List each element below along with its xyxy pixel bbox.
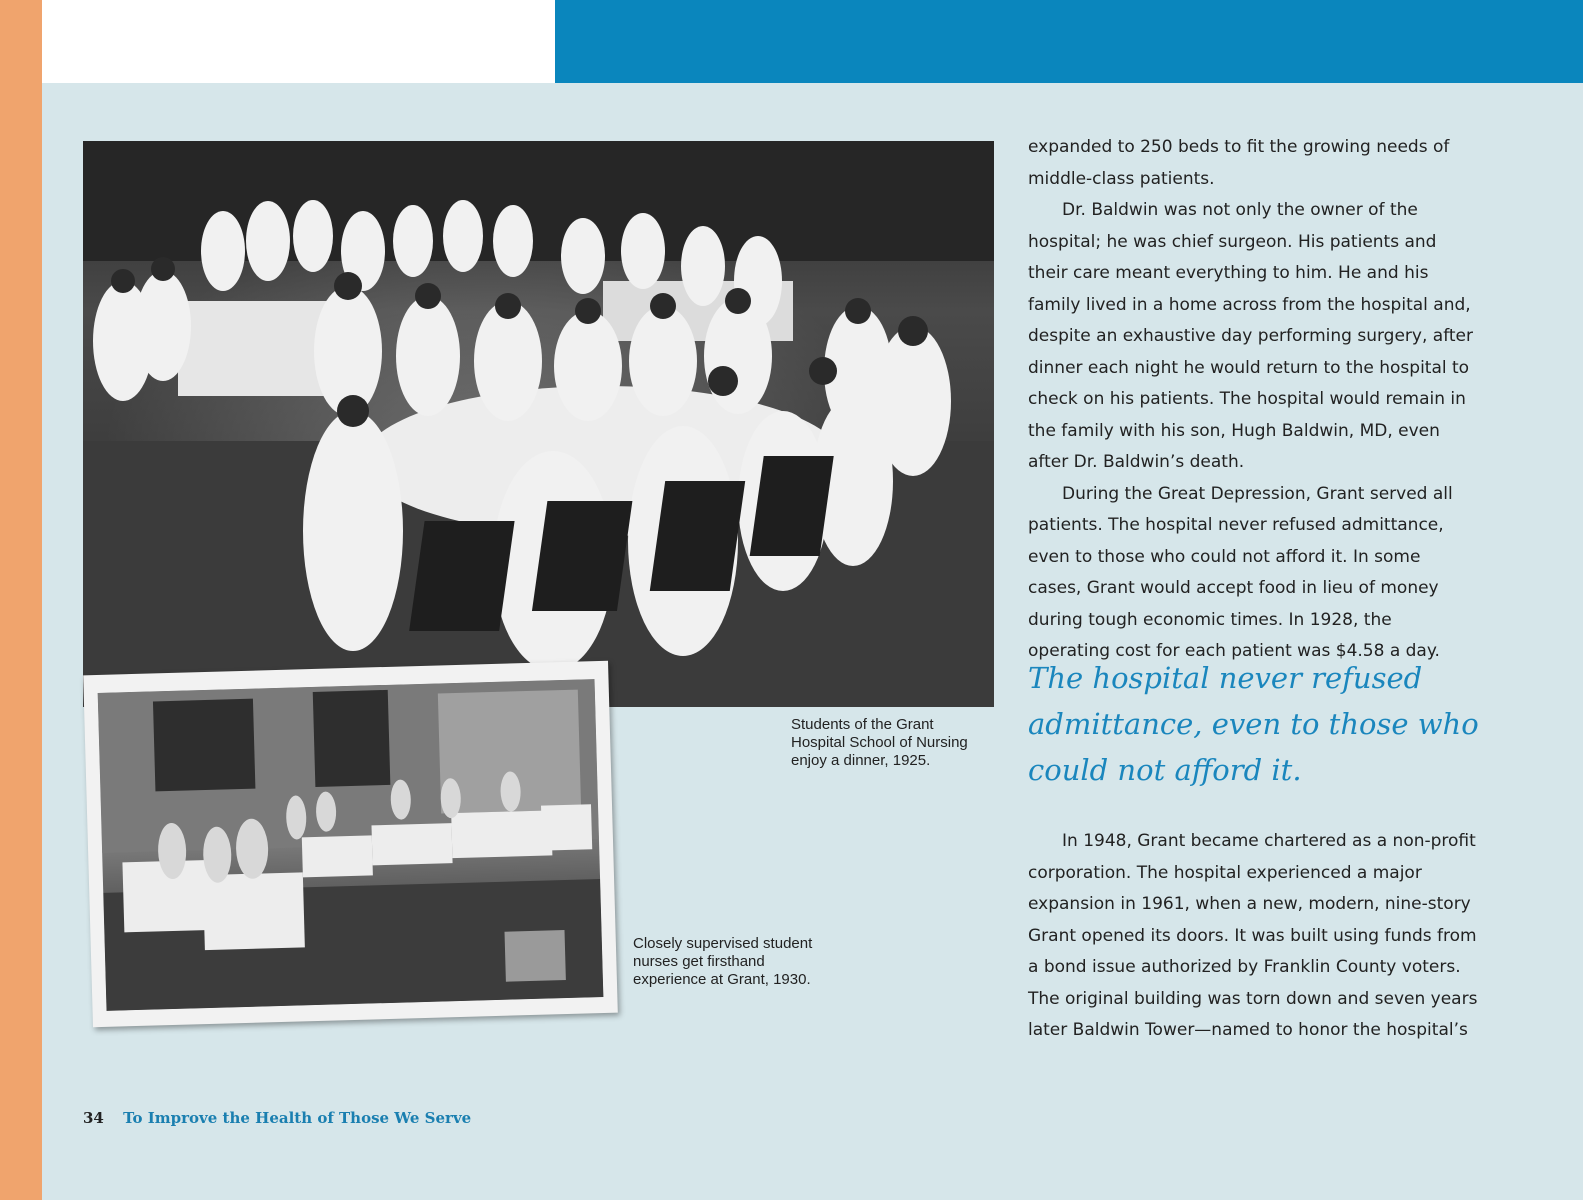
body-text-top [1028, 132, 1478, 668]
small-photo-caption [633, 935, 863, 989]
caption-line: enjoy a dinner, 1925. [791, 752, 931, 769]
header-white-block [42, 0, 555, 83]
body-paragraph: expanded to 250 beds to fit the growing needs of middle-class patients. [1028, 137, 1450, 189]
page-footer [83, 1109, 471, 1127]
pull-quote-line: could not afford it. [1028, 753, 1302, 787]
body-text-bottom [1028, 826, 1478, 1047]
caption-line: Hospital School of Nursing [791, 734, 968, 751]
caption-line: nurses get firsthand [633, 953, 765, 970]
ward-training-photo [83, 661, 618, 1028]
body-paragraph: During the Great Depression, Grant served all patients. The hospital never refused admittance, even to those who could not afford it. In some cases, Grant would accept food in lieu of money during tough economic times. In 1928, the operating cost for each patient was $4.58 a day. [1028, 483, 1453, 661]
main-photo-caption [791, 716, 991, 770]
orange-side-band [0, 0, 42, 1200]
caption-line: experience at Grant, 1930. [633, 971, 811, 988]
page-number: 34 [83, 1109, 104, 1127]
running-title: To Improve the Health of Those We Serve [123, 1109, 472, 1127]
body-paragraph: In 1948, Grant became chartered as a non-profit corporation. The hospital experienced a major expansion in 1961, when a new, modern, nine-story Grant opened its doors. It was built using funds from a bond issue authorized by Franklin County voters. The original building was torn down and seven years later Baldwin Tower—named to honor the hospital’s [1028, 831, 1478, 1040]
pull-quote [1028, 655, 1498, 793]
pull-quote-line: admittance, even to those who [1028, 707, 1479, 741]
nursing-dinner-photo [83, 141, 994, 707]
body-paragraph: Dr. Baldwin was not only the owner of the hospital; he was chief surgeon. His patients and their care meant everything to him. He and his family lived in a home across from the hospital and, despite an exhaustive day performing surgery, after dinner each night he would return to the hospital to check on his patients. The hospital would remain in the family with his son, Hugh Baldwin, MD, even after Dr. Baldwin’s death. [1028, 200, 1473, 472]
header-blue-bar [555, 0, 1583, 83]
caption-line: Students of the Grant [791, 716, 934, 733]
caption-line: Closely supervised student [633, 935, 813, 952]
pull-quote-line: The hospital never refused [1028, 661, 1423, 695]
